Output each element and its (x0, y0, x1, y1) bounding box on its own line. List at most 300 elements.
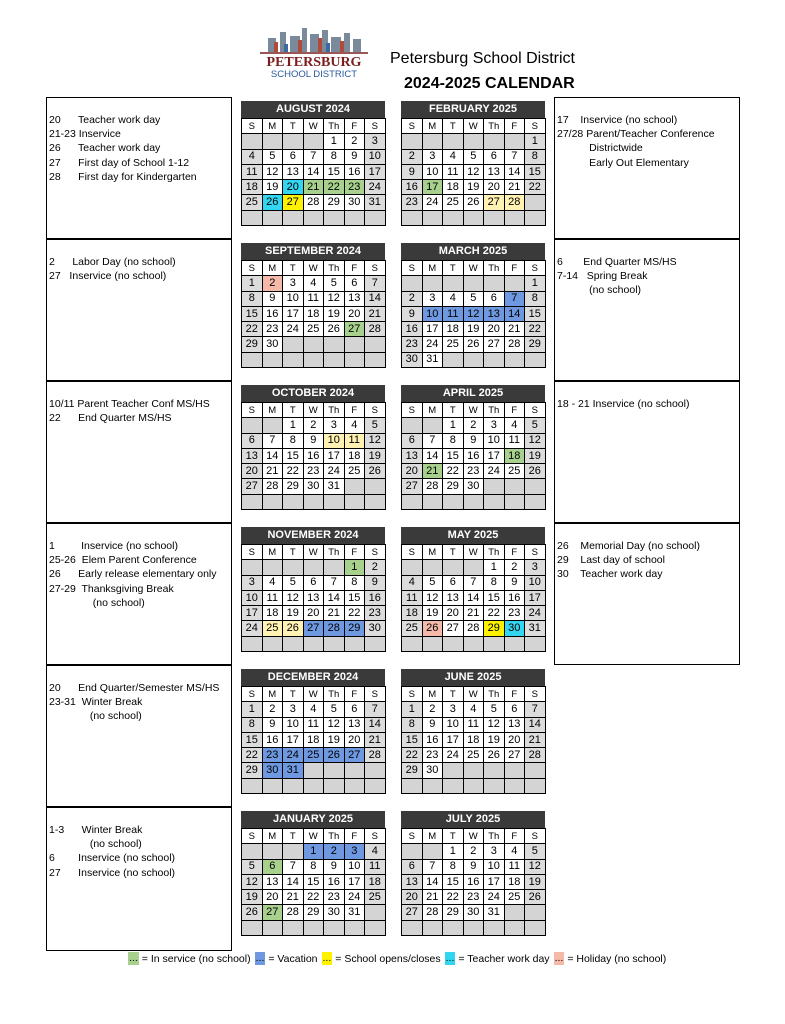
notes-oct (46, 381, 232, 523)
day-cell: 4 (504, 844, 525, 859)
day-cell: 3 (365, 134, 386, 149)
day-cell: 4 (463, 702, 484, 717)
note-line: (no school) (49, 710, 142, 723)
weekday-header: T (283, 829, 304, 844)
day-cell: 17 (422, 180, 443, 195)
day-cell: 5 (365, 418, 386, 433)
day-cell: 13 (344, 717, 365, 732)
empty-cell (242, 920, 263, 935)
day-cell: 12 (262, 164, 283, 179)
weekday-header: T (443, 119, 464, 134)
empty-cell (344, 636, 365, 651)
empty-cell (303, 337, 324, 352)
empty-cell (422, 920, 443, 935)
day-cell: 22 (525, 322, 546, 337)
day-cell: 15 (525, 164, 546, 179)
day-cell: 26 (525, 890, 546, 905)
day-cell: 23 (463, 890, 484, 905)
weekday-header: S (525, 119, 546, 134)
day-cell: 8 (525, 149, 546, 164)
empty-cell (262, 494, 283, 509)
day-cell: 4 (344, 418, 365, 433)
empty-cell (324, 210, 345, 225)
weekday-header: S (525, 545, 546, 560)
day-cell: 29 (242, 337, 263, 352)
empty-cell (443, 763, 464, 778)
day-cell: 3 (422, 291, 443, 306)
empty-cell (504, 905, 525, 920)
day-cell: 9 (262, 717, 283, 732)
day-cell: 22 (443, 464, 464, 479)
day-cell: 19 (324, 306, 345, 321)
day-cell: 4 (402, 575, 423, 590)
month-august-2024 (241, 101, 385, 226)
day-cell: 29 (303, 905, 324, 920)
day-cell: 10 (422, 306, 443, 321)
note-line: (no school) (557, 284, 642, 297)
weekday-header: F (344, 403, 365, 418)
empty-cell (463, 560, 484, 575)
empty-cell (262, 210, 283, 225)
empty-cell (303, 560, 324, 575)
weekday-header: F (504, 261, 525, 276)
day-cell: 3 (484, 844, 505, 859)
empty-cell (303, 920, 324, 935)
weekday-header: W (463, 829, 484, 844)
day-cell: 17 (484, 448, 505, 463)
day-cell: 13 (484, 164, 505, 179)
empty-cell (504, 636, 525, 651)
empty-cell (303, 352, 324, 367)
month-december-2024 (241, 669, 385, 794)
day-cell: 6 (484, 291, 505, 306)
day-cell: 11 (344, 433, 365, 448)
empty-cell (242, 352, 263, 367)
month-february-2025 (401, 101, 545, 226)
day-cell: 3 (242, 575, 263, 590)
empty-cell (303, 763, 324, 778)
day-cell: 17 (324, 448, 345, 463)
day-cell: 21 (504, 180, 525, 195)
note-line: 17 Inservice (no school) (557, 114, 678, 126)
empty-cell (242, 210, 263, 225)
day-cell: 9 (463, 859, 484, 874)
empty-cell (484, 636, 505, 651)
empty-cell (242, 494, 263, 509)
day-cell: 26 (283, 621, 304, 636)
empty-cell (422, 276, 443, 291)
day-cell: 28 (283, 905, 304, 920)
weekday-header: S (365, 545, 386, 560)
empty-cell (324, 636, 345, 651)
day-cell: 8 (242, 717, 263, 732)
empty-cell (324, 494, 345, 509)
day-cell: 26 (525, 464, 546, 479)
day-cell: 27 (402, 479, 423, 494)
weekday-header: F (344, 829, 365, 844)
day-cell: 19 (484, 732, 505, 747)
empty-cell (402, 418, 423, 433)
empty-cell (283, 844, 304, 859)
day-cell: 8 (324, 149, 345, 164)
day-cell: 24 (283, 748, 304, 763)
empty-cell (283, 352, 304, 367)
empty-cell (402, 494, 423, 509)
day-cell: 9 (402, 306, 423, 321)
day-cell: 29 (344, 621, 365, 636)
day-cell: 21 (262, 464, 283, 479)
empty-cell (303, 134, 324, 149)
note-line: 10/11 Parent Teacher Conf MS/HS (49, 398, 210, 410)
weekday-header: F (344, 261, 365, 276)
day-cell: 18 (463, 732, 484, 747)
day-cell: 16 (402, 322, 423, 337)
empty-cell (443, 920, 464, 935)
empty-cell (525, 763, 546, 778)
day-cell: 1 (443, 418, 464, 433)
day-cell: 2 (402, 291, 423, 306)
note-line: 29 Last day of school (557, 554, 665, 567)
notes-nov (46, 523, 232, 665)
empty-cell (484, 494, 505, 509)
day-grid (401, 544, 546, 652)
day-cell: 19 (422, 606, 443, 621)
day-cell: 13 (344, 291, 365, 306)
legend (128, 952, 670, 965)
month-january-2025 (241, 811, 385, 936)
day-cell: 12 (525, 859, 546, 874)
day-cell: 8 (283, 433, 304, 448)
note-line: 23-31 Winter Break (49, 696, 143, 709)
day-cell: 21 (324, 606, 345, 621)
empty-cell (365, 494, 386, 509)
legend-label-holiday: = Holiday (no school) (567, 952, 667, 965)
note-line: 30 Teacher work day (557, 568, 663, 581)
day-cell: 22 (484, 606, 505, 621)
weekday-header: M (422, 403, 443, 418)
day-cell: 24 (484, 464, 505, 479)
note-line: 18 - 21 Inservice (no school) (557, 398, 690, 410)
day-cell: 29 (443, 905, 464, 920)
day-cell: 18 (344, 448, 365, 463)
day-cell: 22 (242, 748, 263, 763)
day-cell: 10 (484, 433, 505, 448)
note-line: 27 First day of School 1-12 (49, 156, 190, 169)
empty-cell (463, 276, 484, 291)
empty-cell (443, 494, 464, 509)
notes-dec (46, 665, 232, 807)
day-cell: 29 (283, 479, 304, 494)
notes-apr (554, 381, 740, 523)
empty-cell (463, 210, 484, 225)
day-cell: 7 (303, 149, 324, 164)
weekday-header: S (365, 261, 386, 276)
day-cell: 16 (324, 874, 345, 889)
day-cell: 18 (365, 874, 386, 889)
day-cell: 18 (242, 180, 263, 195)
notes-mar (554, 239, 740, 381)
day-cell: 31 (484, 905, 505, 920)
day-cell: 30 (303, 479, 324, 494)
day-cell: 24 (283, 322, 304, 337)
empty-cell (402, 560, 423, 575)
empty-cell (324, 763, 345, 778)
empty-cell (422, 418, 443, 433)
day-cell: 3 (283, 702, 304, 717)
notes-sep (46, 239, 232, 381)
note-line: 2 Labor Day (no school) (49, 256, 176, 268)
day-cell: 27 (344, 322, 365, 337)
day-cell: 8 (443, 859, 464, 874)
empty-cell (504, 494, 525, 509)
day-cell: 27 (443, 621, 464, 636)
weekday-header: T (283, 687, 304, 702)
day-cell: 9 (365, 575, 386, 590)
day-cell: 10 (283, 291, 304, 306)
empty-cell (463, 778, 484, 793)
day-cell: 30 (365, 621, 386, 636)
day-cell: 15 (443, 448, 464, 463)
day-cell: 17 (484, 874, 505, 889)
empty-cell (242, 844, 263, 859)
day-cell: 25 (443, 337, 464, 352)
weekday-header: W (303, 829, 324, 844)
empty-cell (344, 778, 365, 793)
day-cell: 15 (344, 590, 365, 605)
day-cell: 1 (303, 844, 324, 859)
day-cell: 21 (422, 464, 443, 479)
empty-cell (324, 778, 345, 793)
day-cell: 4 (303, 702, 324, 717)
day-cell: 26 (365, 464, 386, 479)
empty-cell (484, 276, 505, 291)
empty-cell (443, 134, 464, 149)
note-line: 6 End Quarter MS/HS (557, 256, 677, 268)
weekday-header: T (443, 261, 464, 276)
day-cell: 14 (365, 717, 386, 732)
day-cell: 20 (344, 732, 365, 747)
empty-cell (262, 418, 283, 433)
weekday-header: T (283, 545, 304, 560)
day-cell: 6 (344, 702, 365, 717)
empty-cell (525, 195, 546, 210)
day-cell: 7 (365, 702, 386, 717)
day-cell: 19 (463, 180, 484, 195)
legend-label-opens: = School opens/closes (335, 952, 441, 965)
day-cell: 19 (242, 890, 263, 905)
weekday-header: Th (484, 403, 505, 418)
day-cell: 16 (262, 732, 283, 747)
day-cell: 10 (525, 575, 546, 590)
day-cell: 20 (402, 464, 423, 479)
weekday-header: S (242, 119, 263, 134)
day-cell: 22 (525, 180, 546, 195)
weekday-header: M (262, 403, 283, 418)
empty-cell (344, 763, 365, 778)
day-cell: 9 (422, 717, 443, 732)
day-cell: 27 (303, 621, 324, 636)
note-line: 27 Inservice (no school) (49, 270, 167, 283)
day-cell: 10 (283, 717, 304, 732)
empty-cell (242, 418, 263, 433)
month-september-2024 (241, 243, 385, 368)
month-title: FEBRUARY 2025 (401, 101, 545, 118)
empty-cell (463, 494, 484, 509)
day-cell: 18 (262, 606, 283, 621)
day-cell: 16 (402, 180, 423, 195)
empty-cell (463, 352, 484, 367)
day-cell: 5 (463, 149, 484, 164)
note-line: 27/28 Parent/Teacher Conference (557, 128, 715, 141)
empty-cell (262, 778, 283, 793)
day-cell: 30 (463, 479, 484, 494)
day-cell: 29 (242, 763, 263, 778)
notes-may (554, 523, 740, 665)
day-cell: 5 (422, 575, 443, 590)
day-cell: 6 (344, 276, 365, 291)
note-line: (no school) (49, 596, 145, 609)
day-cell: 22 (283, 464, 304, 479)
day-cell: 17 (344, 874, 365, 889)
note-line: 27-29 Thanksgiving Break (49, 582, 174, 595)
weekday-header: S (242, 403, 263, 418)
day-cell: 7 (504, 291, 525, 306)
weekday-header: S (402, 403, 423, 418)
day-cell: 28 (365, 748, 386, 763)
note-line: 26 Memorial Day (no school) (557, 540, 700, 552)
empty-cell (422, 210, 443, 225)
day-cell: 8 (242, 291, 263, 306)
weekday-header: W (463, 261, 484, 276)
day-cell: 6 (242, 433, 263, 448)
day-cell: 20 (262, 890, 283, 905)
empty-cell (422, 844, 443, 859)
day-cell: 6 (443, 575, 464, 590)
day-cell: 31 (525, 621, 546, 636)
weekday-header: F (504, 829, 525, 844)
empty-cell (504, 778, 525, 793)
empty-cell (365, 905, 386, 920)
empty-cell (262, 560, 283, 575)
day-cell: 11 (303, 717, 324, 732)
logo-subtitle: SCHOOL DISTRICT (270, 69, 358, 80)
day-cell: 1 (402, 702, 423, 717)
day-cell: 23 (344, 180, 365, 195)
day-grid (241, 686, 386, 794)
day-cell: 11 (365, 859, 386, 874)
day-cell: 15 (283, 448, 304, 463)
empty-cell (402, 134, 423, 149)
weekday-header: Th (324, 545, 345, 560)
empty-cell (484, 778, 505, 793)
weekday-header: S (242, 829, 263, 844)
day-cell: 14 (303, 164, 324, 179)
weekday-header: F (504, 545, 525, 560)
day-cell: 5 (463, 291, 484, 306)
empty-cell (402, 920, 423, 935)
day-cell: 19 (463, 322, 484, 337)
day-cell: 12 (324, 717, 345, 732)
day-cell: 5 (324, 702, 345, 717)
day-cell: 12 (484, 717, 505, 732)
weekday-header: M (262, 545, 283, 560)
day-cell: 21 (525, 732, 546, 747)
day-cell: 2 (365, 560, 386, 575)
day-cell: 28 (504, 195, 525, 210)
day-cell: 7 (504, 149, 525, 164)
day-cell: 27 (402, 905, 423, 920)
day-cell: 24 (422, 337, 443, 352)
weekday-header: Th (324, 119, 345, 134)
weekday-header: W (463, 119, 484, 134)
month-title: APRIL 2025 (401, 385, 545, 402)
day-cell: 19 (525, 448, 546, 463)
day-grid (241, 260, 386, 368)
day-cell: 30 (324, 905, 345, 920)
note-line: 1 Inservice (no school) (49, 540, 178, 552)
day-cell: 16 (344, 164, 365, 179)
day-cell: 20 (283, 180, 304, 195)
day-cell: 1 (525, 134, 546, 149)
empty-cell (463, 636, 484, 651)
day-cell: 26 (422, 621, 443, 636)
day-cell: 3 (422, 149, 443, 164)
day-cell: 16 (504, 590, 525, 605)
day-cell: 15 (525, 306, 546, 321)
day-cell: 4 (242, 149, 263, 164)
day-cell: 25 (463, 748, 484, 763)
empty-cell (504, 210, 525, 225)
day-cell: 8 (443, 433, 464, 448)
day-cell: 15 (443, 874, 464, 889)
day-cell: 26 (262, 195, 283, 210)
empty-cell (484, 763, 505, 778)
day-cell: 4 (303, 276, 324, 291)
day-cell: 5 (484, 702, 505, 717)
day-cell: 13 (443, 590, 464, 605)
empty-cell (283, 920, 304, 935)
empty-cell (504, 920, 525, 935)
day-cell: 4 (443, 149, 464, 164)
day-cell: 11 (242, 164, 263, 179)
day-cell: 3 (344, 844, 365, 859)
empty-cell (303, 778, 324, 793)
day-cell: 15 (484, 590, 505, 605)
day-cell: 11 (504, 433, 525, 448)
day-cell: 16 (303, 448, 324, 463)
empty-cell (365, 210, 386, 225)
weekday-header: W (303, 545, 324, 560)
empty-cell (303, 494, 324, 509)
school-district-logo (254, 20, 374, 80)
notes-feb (554, 97, 740, 239)
day-cell: 1 (344, 560, 365, 575)
day-cell: 27 (242, 479, 263, 494)
day-cell: 24 (422, 195, 443, 210)
day-cell: 22 (344, 606, 365, 621)
day-cell: 3 (484, 418, 505, 433)
day-cell: 24 (443, 748, 464, 763)
day-cell: 14 (422, 874, 443, 889)
weekday-header: Th (484, 261, 505, 276)
day-cell: 28 (504, 337, 525, 352)
weekday-header: Th (324, 829, 345, 844)
day-cell: 22 (402, 748, 423, 763)
day-cell: 19 (262, 180, 283, 195)
day-cell: 18 (443, 322, 464, 337)
day-cell: 12 (463, 306, 484, 321)
day-cell: 16 (422, 732, 443, 747)
